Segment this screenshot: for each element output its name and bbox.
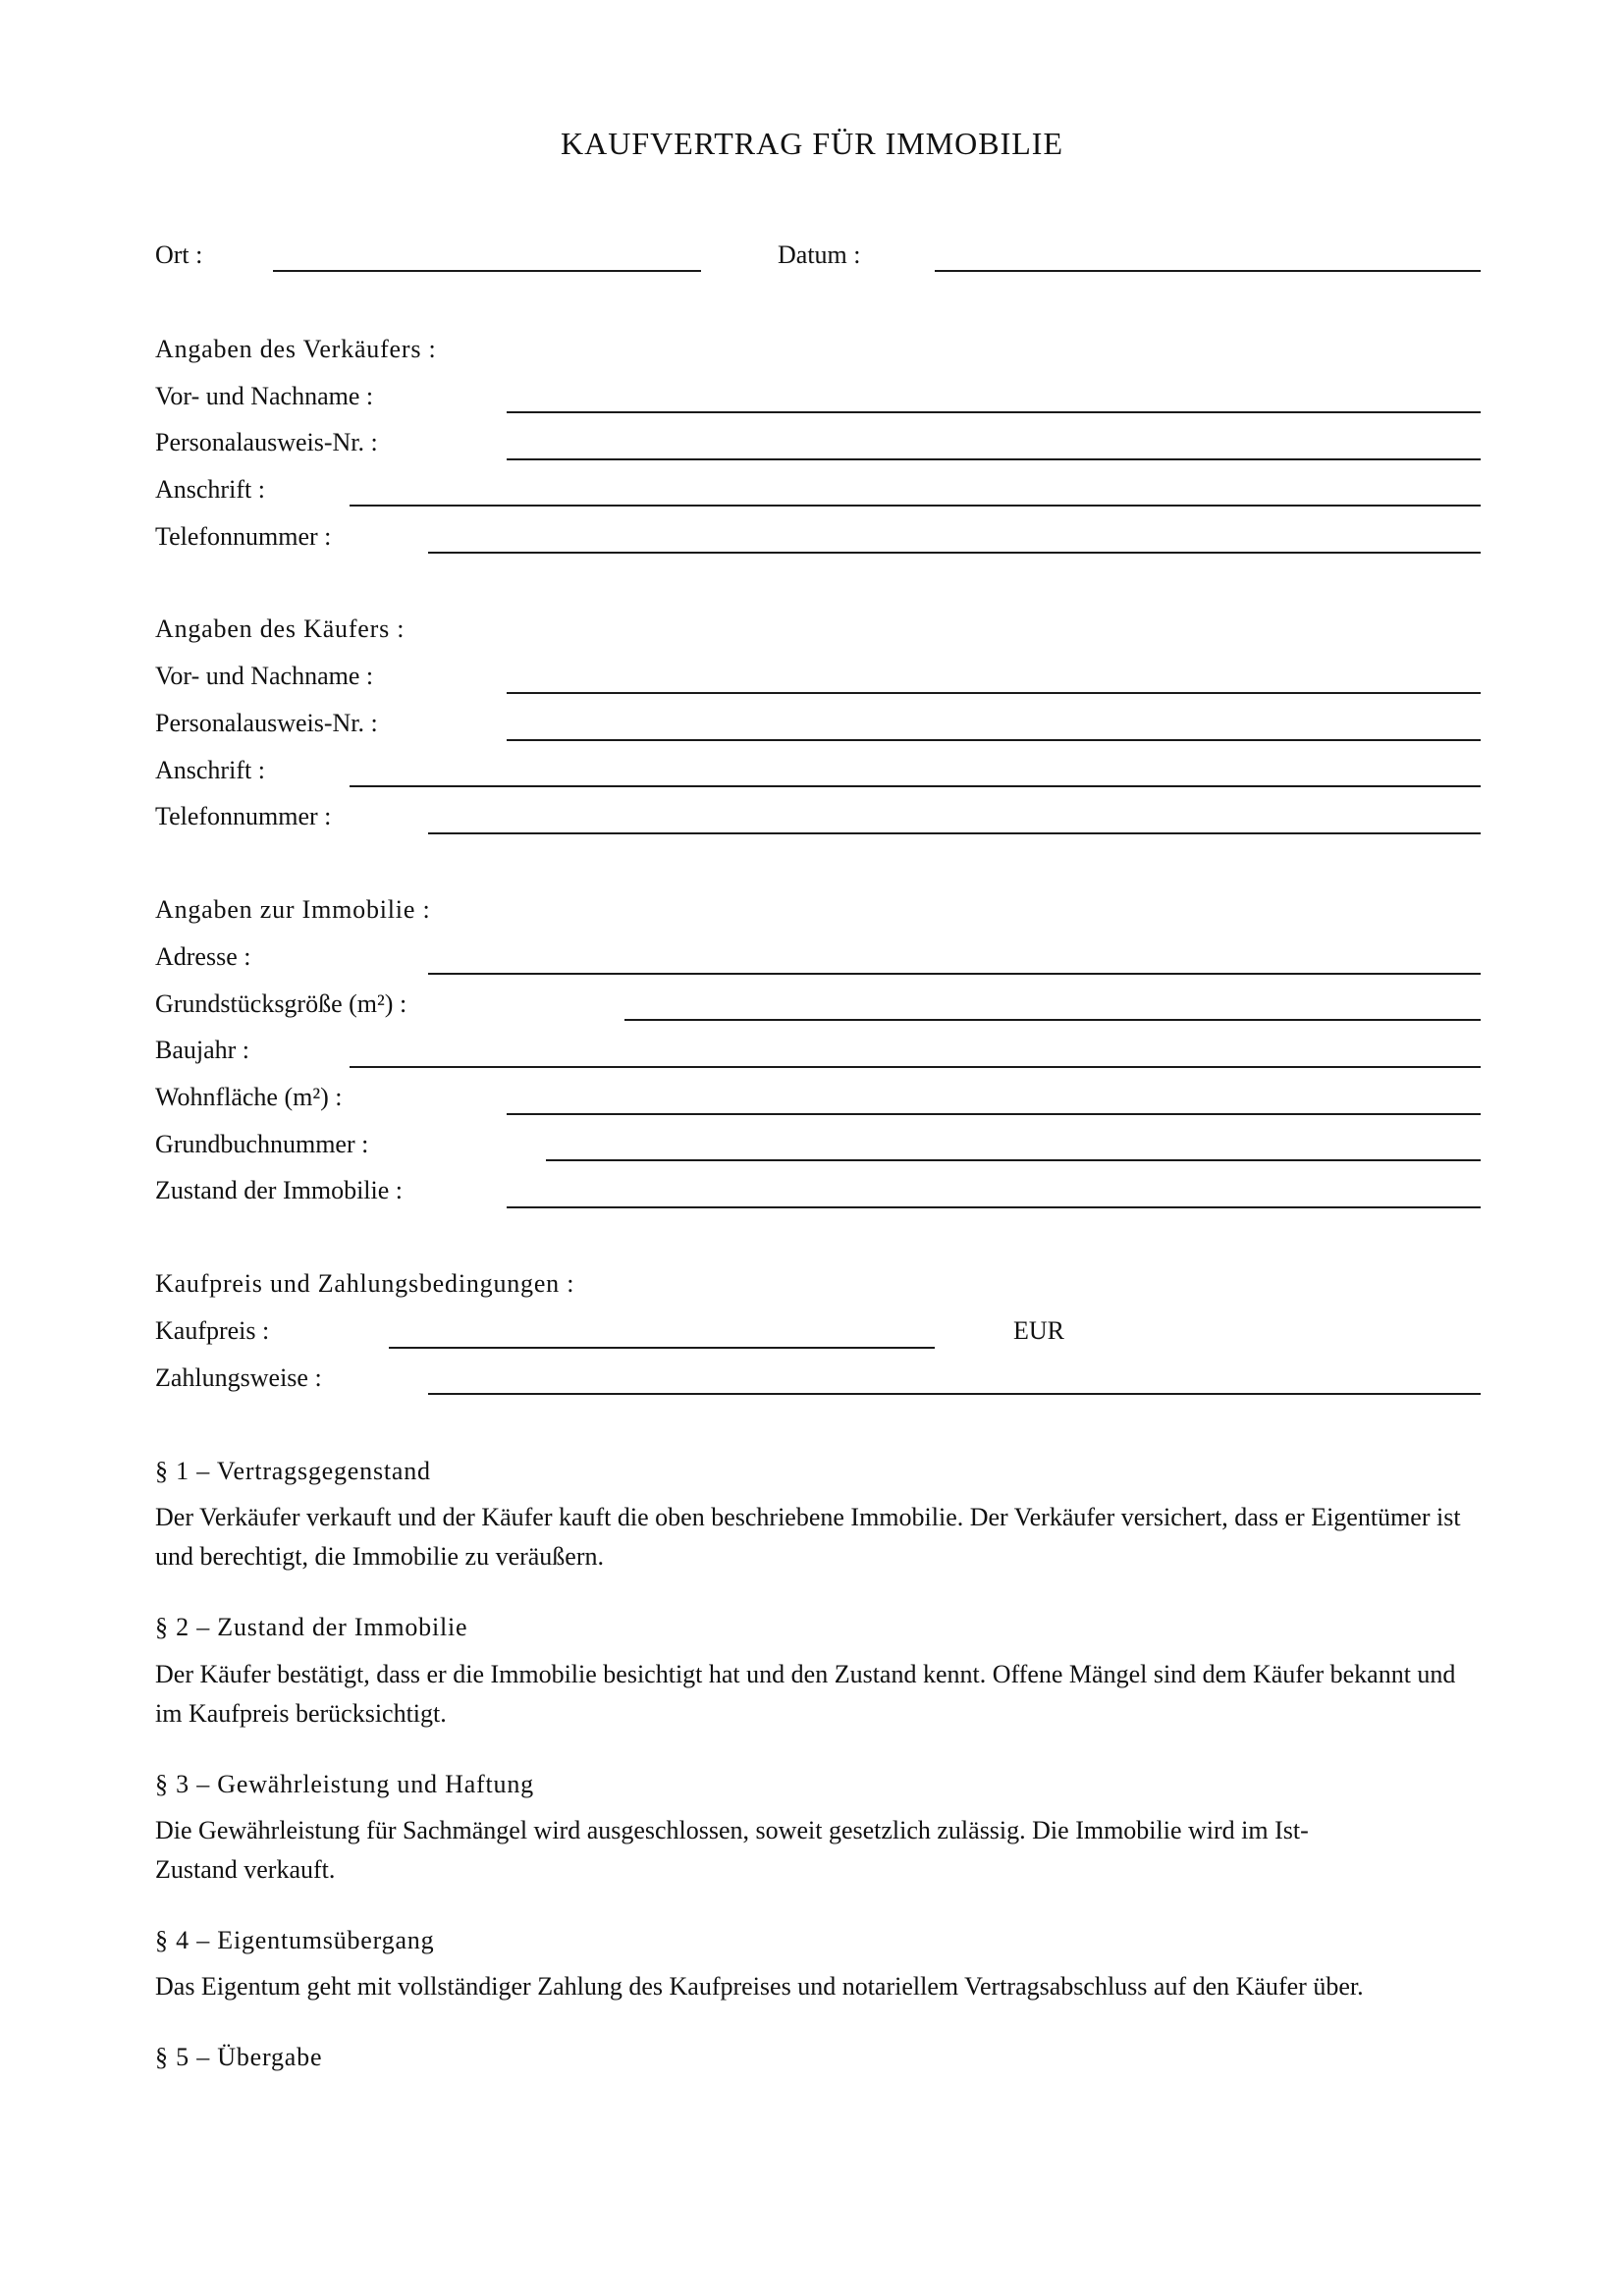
section-4-heading: § 4 – Eigentumsübergang — [155, 1926, 435, 1954]
buyer-id-field-line[interactable] — [507, 739, 1481, 741]
buyer-id-label: Personalausweis-Nr. : — [155, 709, 378, 737]
seller-phone-label: Telefonnummer : — [155, 522, 332, 551]
buyer-name-field-line[interactable] — [507, 692, 1481, 694]
seller-name-field-line[interactable] — [507, 411, 1481, 413]
section-1-text: Der Verkäufer verkauft und der Käufer kauft die oben beschriebene Immobilie. Der Verkäufer versichert, dass er Eigentümer ist und berechtigt, die Immobilie zu veräußern. — [155, 1503, 1461, 1571]
year-built-label: Baujahr : — [155, 1036, 250, 1064]
date-field-line[interactable] — [935, 270, 1481, 272]
section-2-heading: § 2 – Zustand der Immobilie — [155, 1613, 468, 1641]
section-5-heading: § 5 – Übergabe — [155, 2043, 323, 2071]
place-label: Ort : — [155, 240, 203, 269]
buyer-address-label: Anschrift : — [155, 756, 265, 784]
property-heading: Angaben zur Immobilie : — [155, 895, 431, 924]
section-2-text: Der Käufer bestätigt, dass er die Immobilie besichtigt hat und den Zustand kennt. Offene Mängel sind dem Käufer bekannt und im Kaufpreis berücksichtigt. — [155, 1660, 1456, 1728]
seller-name-label: Vor- und Nachname : — [155, 382, 374, 410]
payment-heading: Kaufpreis und Zahlungsbedingungen : — [155, 1269, 575, 1298]
section-4-text: Das Eigentum geht mit vollständiger Zahlung des Kaufpreises und notariellem Vertragsabschluss auf den Käufer über. — [155, 1972, 1364, 2001]
buyer-address-field-line[interactable] — [350, 785, 1481, 787]
place-field-line[interactable] — [273, 270, 701, 272]
buyer-heading: Angaben des Käufers : — [155, 614, 406, 643]
date-label: Datum : — [778, 240, 861, 269]
living-area-field-line[interactable] — [507, 1113, 1481, 1115]
seller-id-field-line[interactable] — [507, 458, 1481, 460]
price-label: Kaufpreis : — [155, 1316, 270, 1345]
condition-label: Zustand der Immobilie : — [155, 1176, 404, 1204]
section-3-heading: § 3 – Gewährleistung und Haftung — [155, 1770, 534, 1798]
condition-field-line[interactable] — [507, 1206, 1481, 1208]
buyer-phone-label: Telefonnummer : — [155, 802, 332, 830]
property-address-field-line[interactable] — [428, 973, 1481, 975]
living-area-label: Wohnfläche (m²) : — [155, 1083, 343, 1111]
section-1-heading: § 1 – Vertragsgegenstand — [155, 1457, 431, 1485]
year-built-field-line[interactable] — [350, 1066, 1481, 1068]
seller-phone-field-line[interactable] — [428, 552, 1481, 554]
price-field-line[interactable] — [389, 1347, 935, 1349]
seller-heading: Angaben des Verkäufers : — [155, 335, 437, 363]
seller-address-label: Anschrift : — [155, 475, 265, 504]
payment-method-label: Zahlungsweise : — [155, 1363, 322, 1392]
plot-size-field-line[interactable] — [624, 1019, 1481, 1021]
plot-size-label: Grundstücksgröße (m²) : — [155, 989, 407, 1018]
seller-id-label: Personalausweis-Nr. : — [155, 428, 378, 456]
land-register-field-line[interactable] — [546, 1159, 1481, 1161]
property-address-label: Adresse : — [155, 942, 251, 971]
section-3-text: Die Gewährleistung für Sachmängel wird ausgeschlossen, soweit gesetzlich zulässig. Die Immobilie wird im Ist-Zustand verkauft. — [155, 1816, 1309, 1884]
buyer-phone-field-line[interactable] — [428, 832, 1481, 834]
currency-label: EUR — [1013, 1316, 1064, 1345]
payment-method-field-line[interactable] — [428, 1393, 1481, 1395]
buyer-name-label: Vor- und Nachname : — [155, 662, 374, 690]
land-register-label: Grundbuchnummer : — [155, 1130, 369, 1158]
seller-address-field-line[interactable] — [350, 505, 1481, 507]
document-title: KAUFVERTRAG FÜR IMMOBILIE — [561, 126, 1063, 161]
